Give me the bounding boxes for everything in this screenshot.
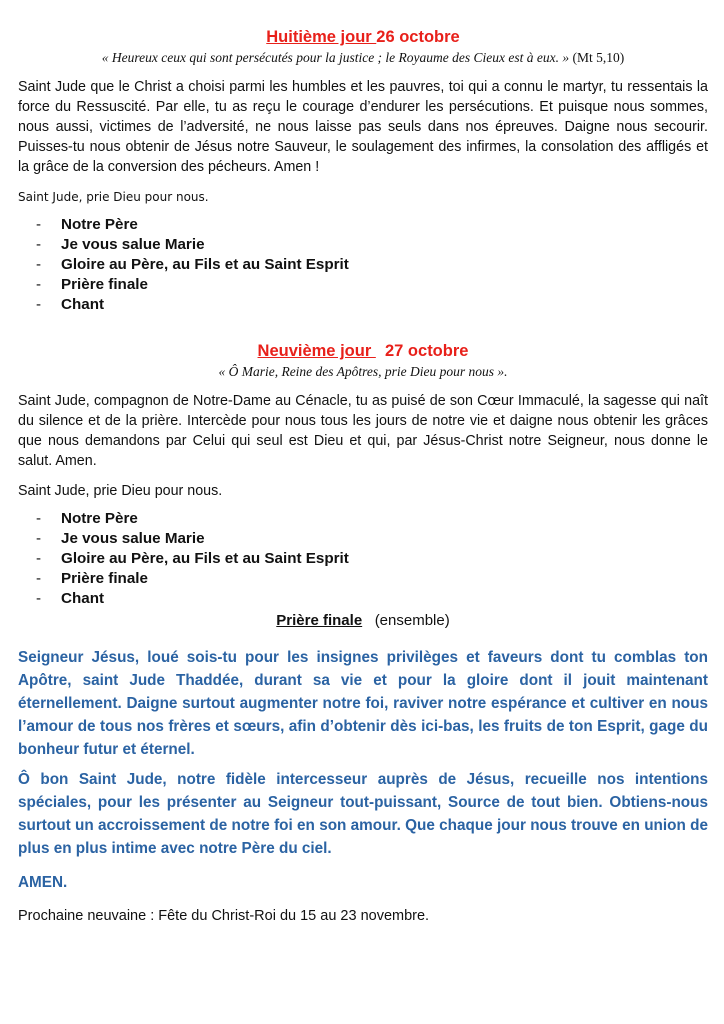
- day8-quote-ref: (Mt 5,10): [569, 50, 625, 65]
- list-item: - Chant: [36, 296, 105, 313]
- list-item: - Notre Père: [36, 510, 138, 527]
- day9-quote: [18, 363, 708, 381]
- day9-title-prefix: Neuvième jour: [257, 342, 376, 360]
- day9-list: [18, 509, 708, 609]
- day8-title-prefix: Huitième jour: [266, 28, 377, 46]
- final-amen: AMEN.: [18, 874, 68, 891]
- list-item: - Prière finale: [36, 276, 148, 293]
- final-prayer-para1: Seigneur Jésus, loué sois-tu pour les insignes privilèges et faveurs dont tu comblas ton Apôtre, saint Jude Thaddée, durant sa vie et pour la gloire dont il jouit maintenant éternellement. Daigne surtout augmenter notre foi, raviver notre espérance et cultiver en nous l’amour de tous nos frères et sœurs, afin d’obtenir dès ici-bas, les fruits de ton Esprit, gage du bonheur futur et éternel.: [18, 649, 708, 758]
- day8-quote: [18, 49, 708, 67]
- day9-quote-text: « Ô Marie, Reine des Apôtres, prie Dieu pour nous ».: [218, 364, 508, 379]
- list-item: - Gloire au Père, au Fils et au Saint Esprit: [36, 256, 349, 273]
- day9-title: [18, 340, 708, 362]
- day9-prayer: Saint Jude, compagnon de Notre-Dame au Cénacle, tu as puisé de son Cœur Immaculé, la sagesse qui naît du silence et de la prière. Intercède pour nous tous les jours de notre vie et daigne nous obtenir les grâces que nous demandons par Celui qui seul est Dieu et qui, par Jésus-Christ notre Seigneur, nous donne le salut. Amen.: [18, 393, 708, 469]
- day8-title: [18, 26, 708, 48]
- document-page: [18, 26, 708, 926]
- final-prayer-heading: [18, 611, 708, 631]
- final-prayer-para2: Ô bon Saint Jude, notre fidèle intercesseur auprès de Jésus, recueille nos intentions spéciales, pour les présenter au Seigneur tout-puissant, Source de tout bien. Obtiens-nous surtout un accroissement de notre foi en son amour. Que chaque jour nous trouve en union de plus en plus intime avec notre Père du ciel.: [18, 771, 708, 857]
- day9-invocation: Saint Jude, prie Dieu pour nous.: [18, 483, 223, 499]
- day8-quote-text: « Heureux ceux qui sont persécutés pour la justice ; le Royaume des Cieux est à eux. »: [101, 50, 570, 65]
- list-item: - Prière finale: [36, 570, 148, 587]
- final-prayer-title: Prière finale: [276, 612, 363, 629]
- next-novena: Prochaine neuvaine : Fête du Christ-Roi du 15 au 23 novembre.: [18, 908, 430, 924]
- final-prayer-note: (ensemble): [374, 612, 450, 629]
- list-item: - Je vous salue Marie: [36, 236, 205, 253]
- day8-prayer: Saint Jude que le Christ a choisi parmi les humbles et les pauvres, toi qui a connu le martyr, tu ressentais la force du Ressuscité. Par elle, tu as reçu le courage d’endurer les persécutions. Et puisque nous sommes, nous aussi, victimes de l’adversité, ne nous laisse pas seuls dans nos épreuves. Daigne nous secourir. Puisses-tu nous obtenir de Jésus notre Sauveur, le soulagement des infirmes, la consolation des affligés et la grâce de la conversion des pécheurs. Amen !: [18, 79, 708, 175]
- list-item: - Chant: [36, 590, 105, 607]
- day8-list: [18, 215, 708, 315]
- list-item: - Gloire au Père, au Fils et au Saint Esprit: [36, 550, 349, 567]
- day9-title-date: 27 octobre: [375, 342, 469, 360]
- list-item: - Je vous salue Marie: [36, 530, 205, 547]
- day8-invocation: Saint Jude, prie Dieu pour nous.: [18, 190, 209, 204]
- list-item: - Notre Père: [36, 216, 138, 233]
- day8-title-date: 26 octobre: [376, 28, 460, 46]
